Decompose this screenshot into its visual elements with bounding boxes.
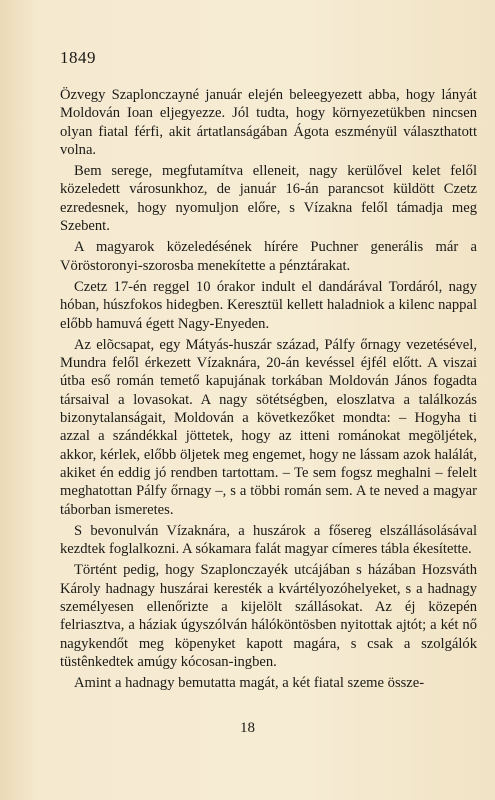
chapter-heading: 1849 xyxy=(60,48,96,67)
paragraph: Özvegy Szaplonczayné január elején beleegyezett abba, hogy lányát Moldován Ioan eljegyezze. Jól tudta, hogy környezetükben nincsen olyan fiatal férfi, akit ártatlanságában Ágota eszményül választhatott volna. xyxy=(60,87,477,158)
paragraph: Bem serege, megfutamítva elleneit, nagy kerülővel kelet felől közeledett városunkhoz, de január 16-án parancsot küldött Czetz ezredesnek, hogy nyomuljon előre, s Vízakna felől támadja meg Szebent. xyxy=(60,163,477,235)
paragraph: S bevonulván Vízaknára, a huszárok a fősereg elszállásolásával kezdtek foglalkozni. A sókamara falát magyar címeres tábla ékesítette. xyxy=(60,522,477,558)
paragraph: Történt pedig, hogy Szaplonczayék utcájában s házában Hozsváth Károly hadnagy huszárai keresték a kvártélyozóhelyeket, s a hadnagy személyesen ellenőrizte a kijelölt szállásokat. Az éj közepén felriasztva, a háziak úgyszólván hálóköntösben nyitottak ajtót; a két nő nagykendőt meg köpenyket kapott magára, s csak a szolgálók tüstênkedtek amúgy kócosan-ingben. xyxy=(60,562,477,670)
paragraph: A magyarok közeledésének hírére Puchner generális már a Vöröstoronyi-szorosba menekítette a pénztárakat. xyxy=(60,239,477,274)
body-text xyxy=(60,86,477,696)
paragraph: Az elõcsapat, egy Mátyás-huszár század, Pálfy őrnagy vezetésével, Mundra felől érkezett Vízaknára, 20-án kevéssel éjfél előtt. A viszai útba eső román temető kapujának torkában Moldován János fogadta társaival a lovasokat. A nagy sötétségben, eloszlatva a találkozás bizonytalanságait, Moldován a következőket mondta: – Hogyha ti azzal a szándékkal jöttetek, hogy az itteni románokat megöljétek, akkor, kérlek, előbb öljetek meg engemet, hogy ne lássam azok halálát, akiket én eddig jó rendben tartottam. – Te sem fogsz meghalni – felelt meghatottan Pálfy őrnagy –, s a többi román sem. A te neved a magyar táborban ismeretes. xyxy=(60,336,477,518)
paragraph: Czetz 17-én reggel 10 órakor indult el dandárával Tordáról, nagy hóban, húszfokos hidegben. Keresztül kellett haladniok a kilenc nappal előbb hamuvá égett Nagy-Enyeden. xyxy=(60,278,477,332)
paragraph: Amint a hadnagy bemutatta magát, a két fiatal szeme össze- xyxy=(74,675,425,692)
page-number: 18 xyxy=(240,720,255,736)
